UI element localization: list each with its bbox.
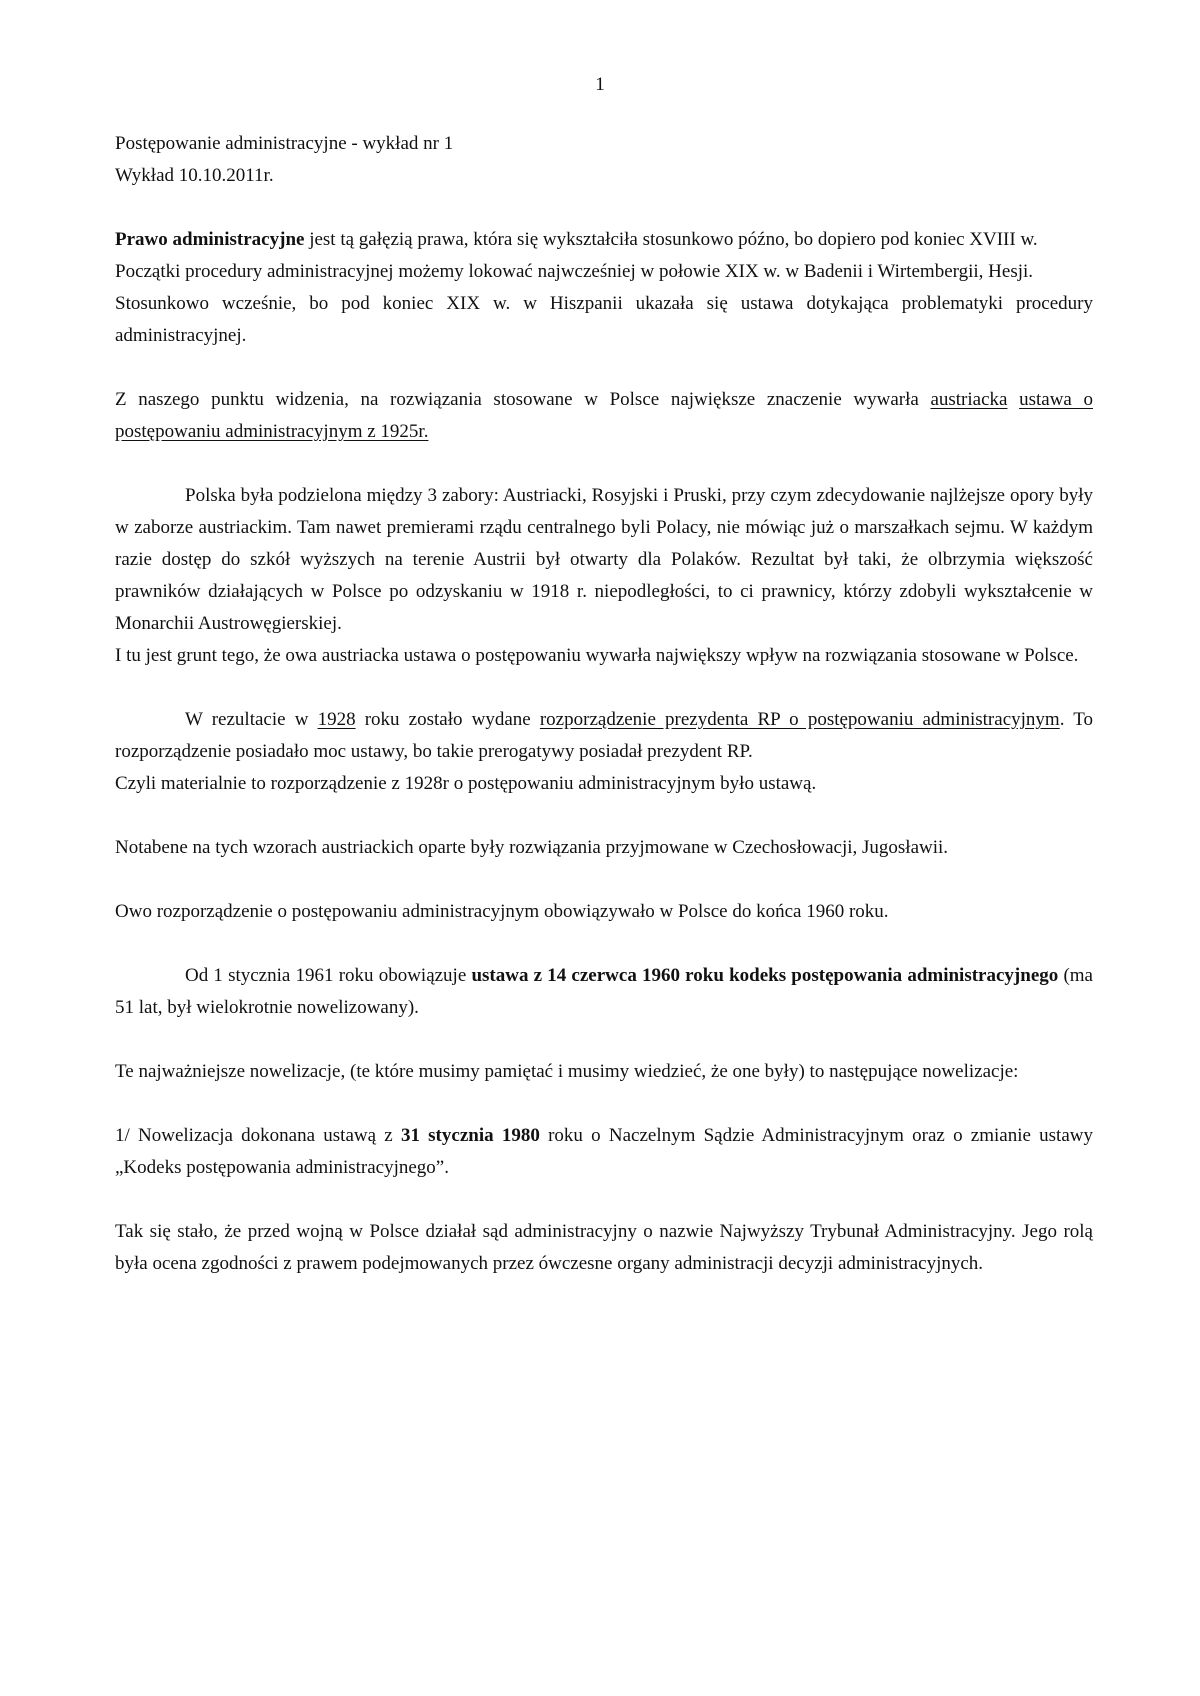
lecture-date: Wykład 10.10.2011r. (115, 165, 274, 186)
paragraph-5: Polska była podzielona między 3 zabory: Austriacki, Rosyjski i Pruski, przy czym zdecydowanie najlżejsze opory były w zaborze austriackim. Tam nawet premierami rządu centralnego byli Polacy, nie mówiąc już o marszałkach sejmu. W każdym razie dostęp do szkół wyższych na terenie Austrii był otwarty dla Polaków. Rezultat był taki, że olbrzymia większość prawników działających w Polsce po odzyskaniu w 1918 r. niepodległości, to ci prawnicy, którzy zdobyli wykształcenie w Monarchii Austrowęgierskiej. (115, 485, 1093, 634)
paragraph-text: 1/ Nowelizacja dokonana ustawą z (115, 1125, 401, 1146)
paragraph-2: Początki procedury administracyjnej możemy lokować najwcześniej w połowie XIX w. w Badenii i Wirtembergii, Hesji. (115, 261, 1034, 282)
paragraph-8: Czyli materialnie to rozporządzenie z 1928r o postępowaniu administracyjnym było ustawą. (115, 773, 817, 794)
underlined-text: ustawa o postępowaniu administracyjnym z 1925r. (115, 389, 1093, 442)
document-body (115, 128, 1093, 1280)
paragraph-13 (115, 1120, 1093, 1184)
paragraph-text: (ma 51 lat, był wielokrotnie nowelizowany). (115, 965, 1093, 1018)
paragraph-text: . To rozporządzenie posiadało moc ustawy, bo takie prerogatywy posiadał prezydent RP. (115, 709, 1094, 762)
term-bold: Prawo administracyjne (115, 229, 305, 250)
paragraph-10: Owo rozporządzenie o postępowaniu administracyjnym obowiązywało w Polsce do końca 1960 roku. (115, 901, 889, 922)
paragraph-1 (115, 224, 1093, 256)
paragraph-14: Tak się stało, że przed wojną w Polsce działał sąd administracyjny o nazwie Najwyższy Trybunał Administracyjny. Jego rolą była ocena zgodności z prawem podejmowanych przez ówczesne organy administracji decyzji administracyjnych. (115, 1221, 1093, 1274)
bold-text: 31 stycznia 1980 (400, 1125, 540, 1146)
paragraph-6: I tu jest grunt tego, że owa austriacka ustawa o postępowaniu wywarła największy wpływ na rozwiązania stosowane w Polsce. (115, 645, 1079, 666)
paragraph-4 (115, 384, 1093, 448)
paragraph-text: jest tą gałęzią prawa, która się wykształciła stosunkowo późno, bo dopiero pod koniec XVIII w. (304, 229, 1038, 250)
bold-text: ustawa z 14 czerwca 1960 roku kodeks postępowania administracyjnego (471, 965, 1059, 986)
underlined-text: rozporządzenie prezydenta RP o postępowaniu administracyjnym (539, 709, 1060, 730)
paragraph-text: Z naszego punktu widzenia, na rozwiązania stosowane w Polsce największe znaczenie wywarła (115, 389, 931, 410)
paragraph-text: W rezultacie w (185, 709, 318, 730)
paragraph-9: Notabene na tych wzorach austriackich oparte były rozwiązania przyjmowane w Czechosłowacji, Jugosławii. (115, 837, 949, 858)
page-number: 1 (595, 74, 605, 95)
paragraph-7 (115, 704, 1093, 768)
paragraph-12: Te najważniejsze nowelizacje, (te które musimy pamiętać i musimy wiedzieć, że one były) to następujące nowelizacje: (115, 1061, 1019, 1082)
paragraph-3: Stosunkowo wcześnie, bo pod koniec XIX w. w Hiszpanii ukazała się ustawa dotykająca problematyki procedury administracyjnej. (115, 293, 1093, 346)
doc-title: Postępowanie administracyjne - wykład nr 1 (115, 133, 454, 154)
underlined-text: austriacka (930, 389, 1008, 410)
paragraph-11 (115, 960, 1093, 1024)
paragraph-text: roku zostało wydane (355, 709, 540, 730)
paragraph-text: roku o Naczelnym Sądzie Administracyjnym oraz o zmianie ustawy „Kodeks postępowania administracyjnego”. (115, 1125, 1093, 1178)
underlined-text: 1928 (317, 709, 356, 730)
paragraph-text: Od 1 stycznia 1961 roku obowiązuje (185, 965, 472, 986)
